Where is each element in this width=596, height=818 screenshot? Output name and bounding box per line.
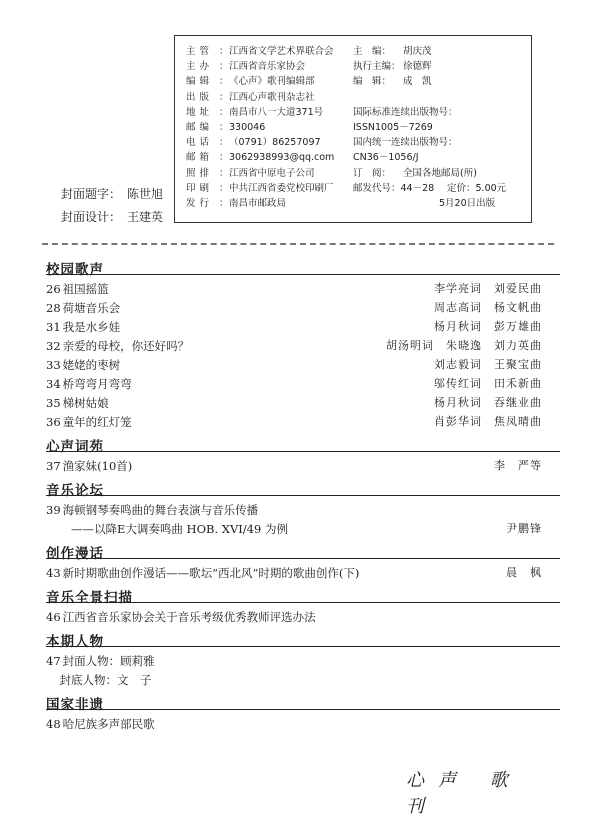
toc-entry[interactable] — [46, 457, 560, 475]
masthead-right-label: 主 编： — [353, 46, 392, 57]
masthead-value: 南昌市邮政局 — [229, 198, 287, 209]
section-title: 音乐全景扫描 — [46, 590, 133, 606]
masthead-label: 照排 — [186, 167, 214, 179]
page-number: 46 — [46, 610, 61, 624]
section-title: 国家非遗 — [46, 697, 104, 713]
masthead-label: 编辑 — [186, 76, 214, 88]
section-header — [46, 258, 560, 278]
masthead-label: 邮编 — [186, 122, 214, 133]
masthead-value: 江西心声歌刊杂志社 — [229, 91, 315, 103]
section-title: 校园歌声 — [46, 262, 104, 278]
page-number: 48 — [46, 717, 61, 731]
toc-entry[interactable] — [46, 337, 560, 355]
entry-author: 刘志毅词 王聚宝曲 — [434, 358, 542, 371]
entry-title: 江西省音乐家协会关于音乐考级优秀教师评选办法 — [62, 610, 316, 624]
entry-author: 李学亮词 刘爱民曲 — [434, 282, 542, 295]
toc-entry[interactable] — [46, 652, 560, 670]
masthead-colon: ： — [219, 61, 229, 73]
entry-author: 胡汤明词 朱晓逸 刘力英曲 — [386, 339, 542, 352]
masthead-label: 出版 — [186, 91, 214, 103]
masthead-colon: ： — [219, 152, 229, 164]
entry-author: 周志高词 杨文帆曲 — [434, 301, 542, 314]
cover-design-label: 封面设计： — [61, 210, 122, 224]
page-number: 32 — [46, 339, 61, 353]
entry-title: 我是水乡娃 — [62, 320, 121, 334]
toc-entry[interactable] — [46, 501, 560, 519]
section-rule — [46, 646, 560, 647]
toc-entry[interactable] — [46, 715, 560, 733]
masthead-colon: ： — [219, 167, 229, 179]
page-number: 47 — [46, 654, 61, 668]
entry-title: 桥弯弯月弯弯 — [62, 377, 132, 391]
entry-title: 姥姥的枣树 — [62, 358, 121, 372]
masthead-right-label: 邮发代号：44－28 — [353, 182, 435, 194]
section-title: 本期人物 — [46, 634, 104, 650]
masthead-label: 主管 — [186, 46, 214, 57]
masthead-colon: ： — [219, 106, 229, 118]
entry-author: 杨月秋词 吞继业曲 — [434, 396, 542, 409]
toc-entry[interactable] — [46, 564, 560, 582]
toc-entry[interactable] — [46, 608, 560, 626]
page-number: 37 — [46, 459, 61, 473]
dashed-divider — [42, 243, 554, 245]
entry-title: 荷塘音乐会 — [62, 301, 121, 315]
section-header — [46, 586, 560, 606]
entry-title: 祖国摇篮 — [62, 282, 109, 296]
masthead-right-value: 定价：5.00元 — [447, 182, 507, 194]
entry-author: 杨月秋词 彭万雄曲 — [434, 320, 542, 333]
page-number: 35 — [46, 396, 61, 410]
masthead-colon: ： — [219, 46, 229, 57]
masthead-label: 发行 — [186, 198, 214, 209]
entry-author: 尹鹏锋 — [506, 522, 542, 535]
entry-title: 封面人物：顾莉雅 — [62, 654, 155, 668]
section-header — [46, 630, 560, 650]
section-title: 心声词苑 — [46, 439, 104, 455]
entry-title: 童年的红灯笼 — [62, 415, 132, 429]
masthead-value: 江西省中原电子公司 — [229, 167, 315, 179]
masthead-value: 330046 — [229, 122, 266, 133]
masthead-right-label: 国际标准连续出版物号： — [353, 106, 458, 118]
section-header — [46, 479, 560, 499]
entry-author: 邬传红词 田禾新曲 — [434, 377, 542, 390]
entry-title: ——以降E大调奏鸣曲 HOB. XVI/49 为例 — [48, 522, 288, 536]
masthead-label: 邮箱 — [186, 152, 214, 164]
masthead-label: 印刷 — [186, 182, 214, 194]
masthead-right-value: 胡庆茂 — [403, 46, 432, 57]
magazine-logo — [400, 764, 550, 817]
masthead-value: 南昌市八一大道371号 — [229, 106, 324, 118]
toc-entry[interactable] — [46, 413, 560, 431]
entry-title: 梯树姑娘 — [62, 396, 109, 410]
cover-title-credit — [61, 185, 163, 202]
page-number: 28 — [46, 301, 61, 315]
section-rule — [46, 451, 560, 452]
toc-entry[interactable] — [46, 356, 560, 374]
section-rule — [46, 495, 560, 496]
page-number: 31 — [46, 320, 61, 334]
section-rule — [46, 558, 560, 559]
entry-title: 海顿钢琴奏鸣曲的舞台表演与音乐传播 — [62, 503, 259, 517]
masthead-value: 3062938993@qq.com — [229, 152, 335, 164]
masthead-right-value: 全国各地邮局(所) — [403, 167, 477, 179]
masthead-right-label: 编 辑： — [353, 76, 392, 88]
page-number: 43 — [46, 566, 61, 580]
section-rule — [46, 709, 560, 710]
cover-title-name: 陈世旭 — [127, 187, 164, 201]
toc-entry[interactable] — [46, 280, 560, 298]
entry-author: 肖彭华词 焦凤晴曲 — [434, 415, 542, 428]
masthead-right-label: 执行主编： — [353, 61, 401, 73]
masthead-right-label: 国内统一连续出版物号： — [353, 137, 458, 149]
toc-entry[interactable] — [46, 318, 560, 336]
masthead-value: 江西省文学艺术界联合会 — [229, 46, 334, 57]
section-header — [46, 435, 560, 455]
masthead-colon: ： — [219, 182, 229, 194]
page-number: 39 — [46, 503, 61, 517]
entry-title: 封底人物：文 子 — [48, 673, 152, 687]
entry-title: 亲爱的母校，你还好吗？ — [62, 339, 190, 353]
masthead-right-value: 5月20日出版 — [439, 198, 496, 209]
toc-entry[interactable] — [46, 671, 560, 689]
entry-author: 晨 枫 — [506, 566, 542, 579]
page-number: 36 — [46, 415, 61, 429]
masthead-value: 江西省音乐家协会 — [229, 61, 306, 73]
page-number: 26 — [46, 282, 61, 296]
page-number: 33 — [46, 358, 61, 372]
masthead-colon: ： — [219, 122, 229, 133]
toc-entry[interactable] — [46, 299, 560, 317]
masthead-right-value: CN36－1056/J — [353, 152, 419, 164]
masthead-value: 《心声》歌刊编辑部 — [229, 76, 315, 88]
logo-text: 心声 歌刊 — [406, 770, 522, 817]
entry-title: 渔家妹(10首) — [62, 459, 133, 473]
section-title: 音乐论坛 — [46, 483, 104, 499]
masthead-right-value: 徐德辉 — [403, 61, 432, 73]
masthead-colon: ： — [219, 76, 229, 88]
masthead-right-label: 订 阅： — [353, 167, 392, 179]
cover-design-credit — [61, 208, 163, 225]
masthead-right-value: 成 凯 — [403, 76, 432, 88]
cover-design-name: 王建英 — [127, 210, 164, 224]
cover-title-label: 封面题字： — [61, 187, 122, 201]
masthead-colon: ： — [219, 198, 229, 209]
masthead-label: 主办 — [186, 61, 214, 73]
masthead-box — [174, 35, 532, 223]
masthead-label: 地址 — [186, 106, 214, 118]
entry-author: 李 严等 — [494, 459, 542, 472]
toc-entry[interactable] — [46, 394, 560, 412]
masthead-label: 电话 — [186, 137, 214, 149]
toc-entry[interactable] — [46, 520, 560, 538]
masthead-colon: ： — [219, 137, 229, 149]
masthead-right-value: ISSN1005－7269 — [353, 122, 433, 133]
masthead-value: 中共江西省委党校印刷厂 — [229, 182, 334, 194]
section-header — [46, 542, 560, 562]
entry-title: 哈尼族多声部民歌 — [62, 717, 155, 731]
section-header — [46, 693, 560, 713]
section-rule — [46, 602, 560, 603]
masthead-value: （0791）86257097 — [229, 137, 321, 149]
toc-entry[interactable] — [46, 375, 560, 393]
page-number: 34 — [46, 377, 61, 391]
masthead-colon: ： — [219, 91, 229, 103]
entry-title: 新时期歌曲创作漫话——歌坛“西北风”时期的歌曲创作(下) — [62, 566, 360, 580]
section-title: 创作漫话 — [46, 546, 104, 562]
section-rule — [46, 274, 560, 275]
